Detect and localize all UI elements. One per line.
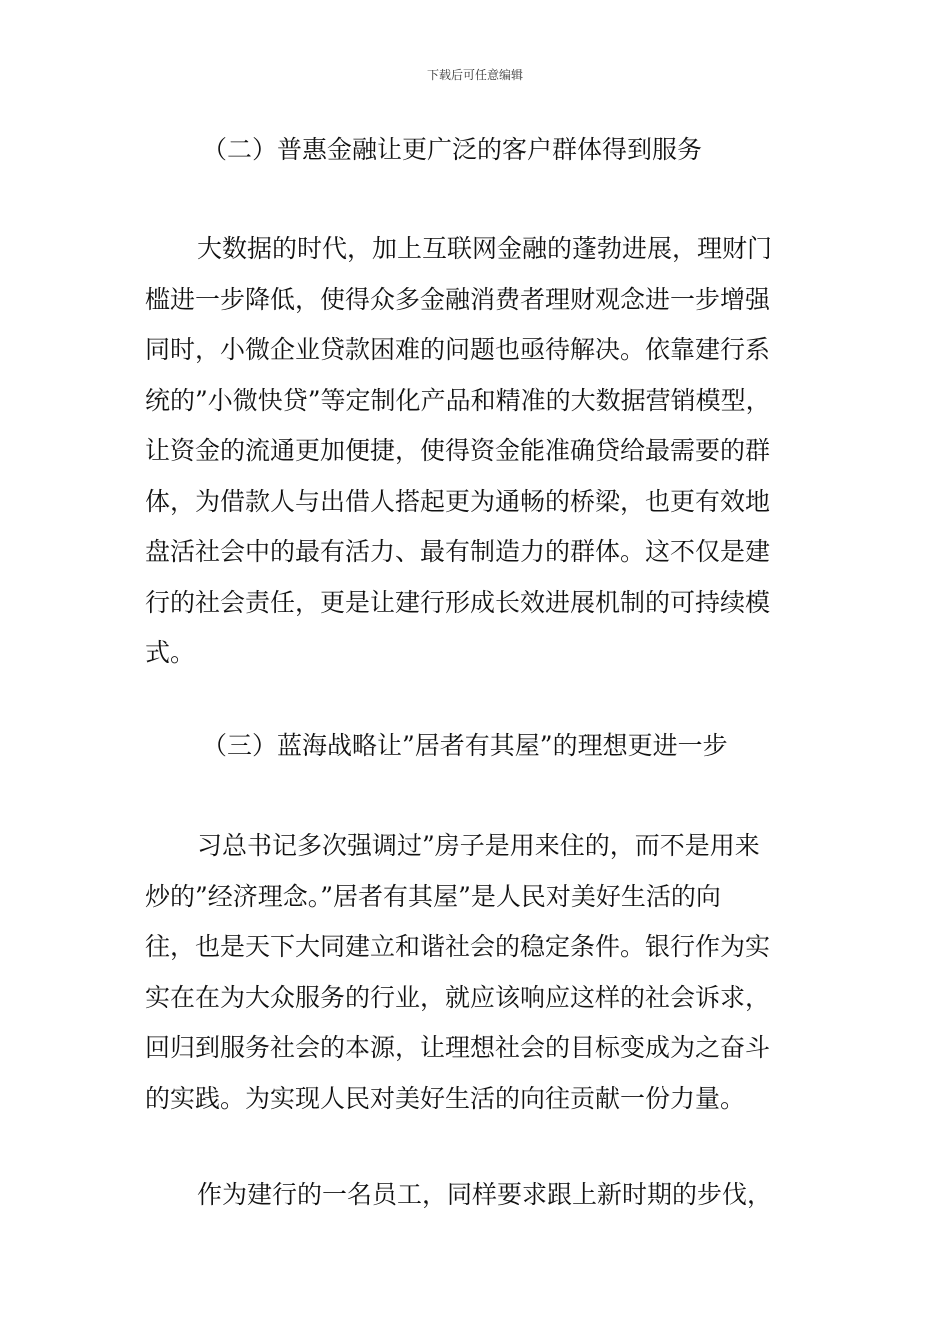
paragraph-line: 炒的”经济理念。”居者有其屋”是人民对美好生活的向: [145, 881, 721, 911]
paragraph-line: 体，为借款人与出借人搭起更为通畅的桥梁，也更有效地: [145, 486, 771, 516]
paragraph-line: 槛进一步降低，使得众多金融消费者理财观念进一步增强: [145, 284, 771, 314]
paragraph-line: 式。: [145, 638, 196, 667]
section-2-paragraph: [145, 224, 825, 679]
paragraph-line: 让资金的流通更加便捷，使得资金能准确贷给最需要的群: [145, 436, 771, 465]
paragraph-line: 作为建行的一名员工，同样要求跟上新时期的步伐，: [197, 1180, 773, 1209]
paragraph-line: 盘活社会中的最有活力、最有制造力的群体。这不仅是建: [145, 537, 771, 566]
paragraph-line: 往，也是天下大同建立和谐社会的稳定条件。银行作为实: [145, 932, 771, 961]
paragraph-line: 统的”小微快贷”等定制化产品和精准的大数据营销模型，: [145, 385, 771, 415]
paragraph-line: 同时，小微企业贷款困难的问题也亟待解决。依靠建行系: [145, 335, 771, 364]
header-note: 下载后可任意编辑: [426, 68, 523, 82]
paragraph-line: 习总书记多次强调过”房子是用来住的，而不是用来: [197, 831, 760, 860]
section-2-heading: （二）普惠金融让更广泛的客户群体得到服务: [202, 135, 703, 164]
paragraph-line: 回归到服务社会的本源，让理想社会的目标变成为之奋斗: [145, 1033, 771, 1062]
section-3-heading: （三）蓝海战略让”居者有其屋”的理想更进一步: [202, 731, 728, 760]
paragraph-line: 的实践。为实现人民对美好生活的向往贡献一份力量。: [145, 1083, 746, 1113]
paragraph-line: 实在在为大众服务的行业，就应该响应这样的社会诉求，: [145, 982, 771, 1012]
section-3-paragraph: [145, 821, 825, 1124]
paragraph-line: 大数据的时代，加上互联网金融的蓬勃进展，理财门: [197, 234, 773, 263]
paragraph-line: 行的社会责任，更是让建行形成长效进展机制的可持续模: [145, 587, 771, 617]
closing-paragraph: [145, 1170, 825, 1221]
